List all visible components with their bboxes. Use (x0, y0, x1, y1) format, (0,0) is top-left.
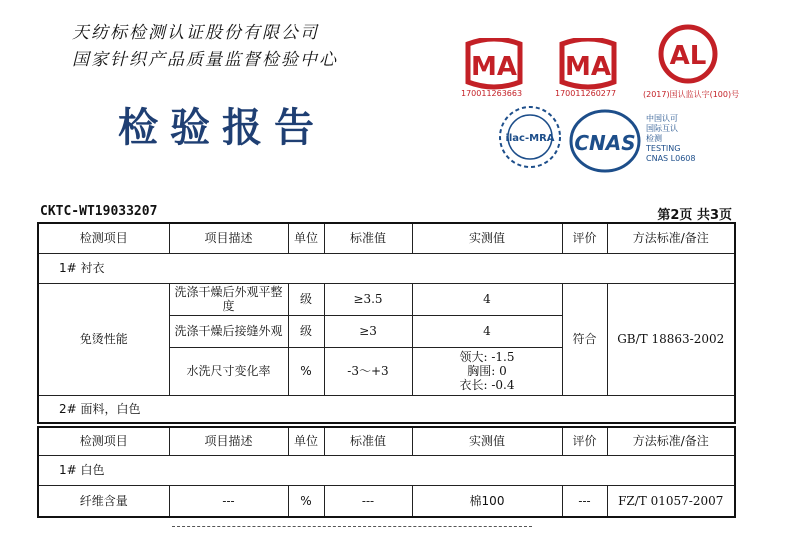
item-std: ≥3.5 (324, 283, 412, 315)
test-item: 纤维含量 (38, 485, 169, 517)
header-desc: 项目描述 (169, 223, 288, 253)
header-eval: 评价 (562, 223, 607, 253)
header-measured: 实测值 (412, 427, 562, 455)
header-measured: 实测值 (412, 223, 562, 253)
evaluation: 符合 (562, 283, 607, 395)
item-measured: 4 (412, 283, 562, 315)
header-eval: 评价 (562, 427, 607, 455)
cma2-code: 170011260277 (555, 89, 617, 98)
item-measured-multi (412, 347, 562, 395)
cnas-line: 检测 (646, 134, 662, 143)
section-label: 2# 面料，白色 (38, 395, 735, 423)
section-row (38, 395, 735, 423)
divider-line (172, 526, 532, 527)
measured-line: 衣长: -0.4 (459, 378, 515, 392)
method-standard: FZ/T 01057-2007 (607, 485, 735, 517)
item-unit: % (288, 347, 324, 395)
header-item: 检测项目 (38, 223, 169, 253)
item-desc: --- (169, 485, 288, 517)
table-row (38, 485, 735, 517)
evaluation: --- (562, 485, 607, 517)
cal-logo (656, 22, 720, 90)
table-header-row (38, 223, 735, 253)
test-item: 免烫性能 (38, 283, 169, 395)
ilac-text: ilac-MRA (505, 133, 555, 144)
section-row (38, 253, 735, 283)
section-label: 1# 白色 (38, 455, 735, 485)
header-method: 方法标准/备注 (607, 427, 735, 455)
item-unit: 级 (288, 315, 324, 347)
header-method: 方法标准/备注 (607, 223, 735, 253)
cal-code: (2017)国认监认字(100)号 (643, 90, 740, 99)
cma-text-2: MA (565, 52, 611, 82)
cnas-logo (568, 108, 642, 178)
header-unit: 单位 (288, 427, 324, 455)
item-desc: 洗涤干燥后接缝外观 (169, 315, 288, 347)
cal-icon (656, 22, 720, 86)
section-label: 1# 衬衣 (38, 253, 735, 283)
table-row (38, 283, 735, 315)
ilac-icon (497, 104, 563, 170)
cnas-line: TESTING (646, 144, 681, 153)
page-indicator: 第2页 共3页 (657, 208, 732, 223)
cal-text: AL (669, 41, 707, 71)
header-std: 标准值 (324, 223, 412, 253)
header-unit: 单位 (288, 223, 324, 253)
item-std: --- (324, 485, 412, 517)
cnas-text: CNAS (574, 131, 636, 155)
page-title: 检验报告 (118, 104, 326, 151)
item-desc: 水洗尺寸变化率 (169, 347, 288, 395)
cnas-line: CNAS L0608 (646, 154, 696, 163)
cma-icon (462, 38, 526, 92)
cnas-line: 中国认可 (646, 114, 678, 123)
item-desc: 洗涤干燥后外观平整度 (169, 283, 288, 315)
item-unit: % (288, 485, 324, 517)
results-table-2 (37, 426, 736, 518)
method-standard: GB/T 18863-2002 (607, 283, 735, 395)
header-item: 检测项目 (38, 427, 169, 455)
cnas-line: 国际互认 (646, 124, 678, 133)
cnas-icon (568, 108, 642, 174)
report-number: CKTC-WT19033207 (40, 204, 158, 219)
cma-text-1: MA (471, 52, 517, 82)
cma1-code: 170011263663 (461, 89, 523, 98)
header-desc: 项目描述 (169, 427, 288, 455)
item-std: ≥3 (324, 315, 412, 347)
company-name: 天纺标检测认证股份有限公司 (72, 23, 319, 43)
cma-logo-2 (556, 38, 620, 96)
ilac-logo (497, 104, 563, 174)
measured-line: 领大: -1.5 (459, 350, 515, 364)
item-std: -3～+3 (324, 347, 412, 395)
section-row (38, 455, 735, 485)
measured-line: 胸围: 0 (467, 364, 507, 378)
table-header-row (38, 427, 735, 455)
cma-logo-1 (462, 38, 526, 96)
header-std: 标准值 (324, 427, 412, 455)
cma-icon (556, 38, 620, 92)
item-unit: 级 (288, 283, 324, 315)
item-measured: 4 (412, 315, 562, 347)
item-measured: 棉100 (412, 485, 562, 517)
cnas-info (646, 114, 695, 164)
center-name: 国家针织产品质量监督检验中心 (72, 50, 338, 70)
results-table-1 (37, 222, 736, 424)
